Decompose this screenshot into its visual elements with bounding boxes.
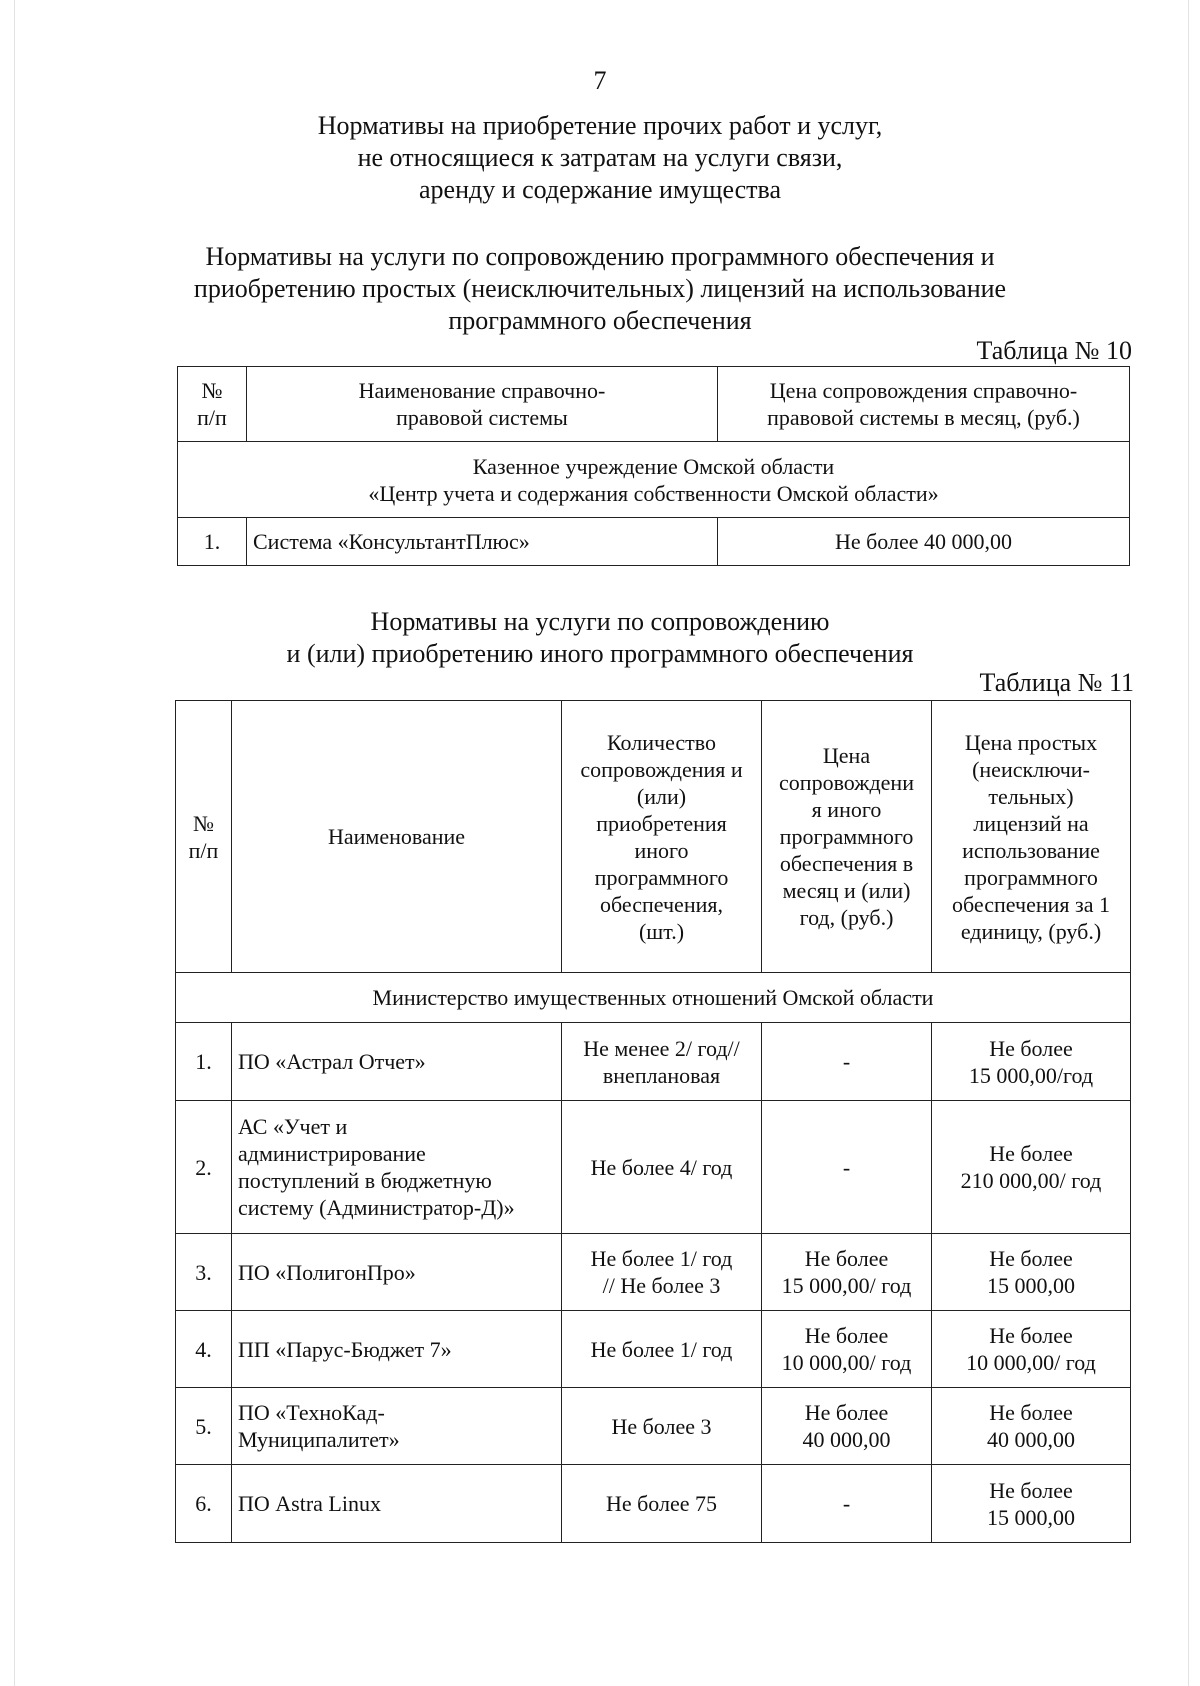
cell-num: 5. bbox=[176, 1388, 232, 1465]
table-row bbox=[176, 1023, 1131, 1101]
section-heading-other-software bbox=[0, 606, 1200, 670]
cell-num: 6. bbox=[176, 1465, 232, 1543]
header-cell-name: Наименование bbox=[232, 701, 562, 973]
page-number: 7 bbox=[593, 66, 607, 95]
table-row bbox=[176, 1311, 1131, 1388]
cell-num: 2. bbox=[176, 1101, 232, 1234]
heading-line: Нормативы на приобретение прочих работ и услуг, bbox=[317, 111, 883, 140]
section-heading-legal-software bbox=[0, 241, 1200, 337]
header-cell-license-price: Цена простых (неисключи- тельных) лицензий на использование программного обеспечения за 1 единицу, (руб.) bbox=[932, 701, 1131, 973]
cell-num: 1. bbox=[176, 1023, 232, 1101]
section-heading-other-services bbox=[0, 110, 1200, 206]
cell-license-price: Не более 40 000,00 bbox=[932, 1388, 1131, 1465]
heading-line: программного обеспечения bbox=[448, 306, 752, 335]
heading-line: приобретению простых (неисключительных) лицензий на использование bbox=[193, 274, 1007, 303]
cell-name: ПП «Парус-Бюджет 7» bbox=[232, 1311, 562, 1388]
cell-price: Не более 40 000,00 bbox=[718, 518, 1130, 566]
cell-license-price: Не более 15 000,00 bbox=[932, 1465, 1131, 1543]
cell-price: Не более 10 000,00/ год bbox=[762, 1311, 932, 1388]
heading-line: Нормативы на услуги по сопровождению программного обеспечения и bbox=[205, 242, 995, 271]
cell-num: 1. bbox=[178, 518, 247, 566]
table-10-label: Таблица № 10 bbox=[976, 336, 1132, 365]
cell-quantity: Не менее 2/ год// внеплановая bbox=[562, 1023, 762, 1101]
table-group-row bbox=[178, 442, 1130, 518]
cell-quantity: Не более 1/ год bbox=[562, 1311, 762, 1388]
header-cell-num: № п/п bbox=[178, 367, 247, 442]
table-row bbox=[176, 1234, 1131, 1311]
header-cell-num: № п/п bbox=[176, 701, 232, 973]
table-10 bbox=[177, 366, 1130, 566]
header-cell-price: Цена сопровождени я иного программного обеспечения в месяц и (или) год, (руб.) bbox=[762, 701, 932, 973]
cell-name: АС «Учет и администрирование поступлений в бюджетную систему (Администратор-Д)» bbox=[232, 1101, 562, 1234]
cell-name: ПО «Астрал Отчет» bbox=[232, 1023, 562, 1101]
cell-license-price: Не более 210 000,00/ год bbox=[932, 1101, 1131, 1234]
cell-license-price: Не более 10 000,00/ год bbox=[932, 1311, 1131, 1388]
header-cell-price: Цена сопровождения справочно- правовой системы в месяц, (руб.) bbox=[718, 367, 1130, 442]
table-row bbox=[176, 1388, 1131, 1465]
table-11-label: Таблица № 11 bbox=[979, 668, 1134, 697]
heading-line: и (или) приобретению иного программного обеспечения bbox=[286, 639, 914, 668]
cell-price: Не более 40 000,00 bbox=[762, 1388, 932, 1465]
cell-license-price: Не более 15 000,00 bbox=[932, 1234, 1131, 1311]
heading-line: аренду и содержание имущества bbox=[418, 175, 782, 204]
heading-line: Нормативы на услуги по сопровождению bbox=[370, 607, 830, 636]
header-cell-quantity: Количество сопровождения и (или) приобретения иного программного обеспечения, (шт.) bbox=[562, 701, 762, 973]
table-group-row bbox=[176, 973, 1131, 1023]
cell-name: ПО «ТехноКад- Муниципалитет» bbox=[232, 1388, 562, 1465]
cell-license-price: Не более 15 000,00/год bbox=[932, 1023, 1131, 1101]
cell-quantity: Не более 3 bbox=[562, 1388, 762, 1465]
heading-line: не относящиеся к затратам на услуги связи, bbox=[357, 143, 843, 172]
cell-name: ПО «ПолигонПро» bbox=[232, 1234, 562, 1311]
cell-name: ПО Astra Linux bbox=[232, 1465, 562, 1543]
table-11 bbox=[175, 700, 1131, 1543]
table-row bbox=[176, 1465, 1131, 1543]
group-cell-organization: Казенное учреждение Омской области «Центр учета и содержания собственности Омской области» bbox=[178, 442, 1130, 518]
cell-quantity: Не более 4/ год bbox=[562, 1101, 762, 1234]
cell-quantity: Не более 1/ год // Не более 3 bbox=[562, 1234, 762, 1311]
cell-quantity: Не более 75 bbox=[562, 1465, 762, 1543]
table-header-row bbox=[176, 701, 1131, 973]
cell-name: Система «КонсультантПлюс» bbox=[247, 518, 718, 566]
table-row bbox=[178, 518, 1130, 566]
table-header-row bbox=[178, 367, 1130, 442]
table-row bbox=[176, 1101, 1131, 1234]
header-cell-name: Наименование справочно- правовой системы bbox=[247, 367, 718, 442]
cell-price: - bbox=[762, 1465, 932, 1543]
group-cell-ministry: Министерство имущественных отношений Омской области bbox=[176, 973, 1131, 1023]
cell-num: 4. bbox=[176, 1311, 232, 1388]
cell-num: 3. bbox=[176, 1234, 232, 1311]
cell-price: - bbox=[762, 1101, 932, 1234]
cell-price: - bbox=[762, 1023, 932, 1101]
cell-price: Не более 15 000,00/ год bbox=[762, 1234, 932, 1311]
